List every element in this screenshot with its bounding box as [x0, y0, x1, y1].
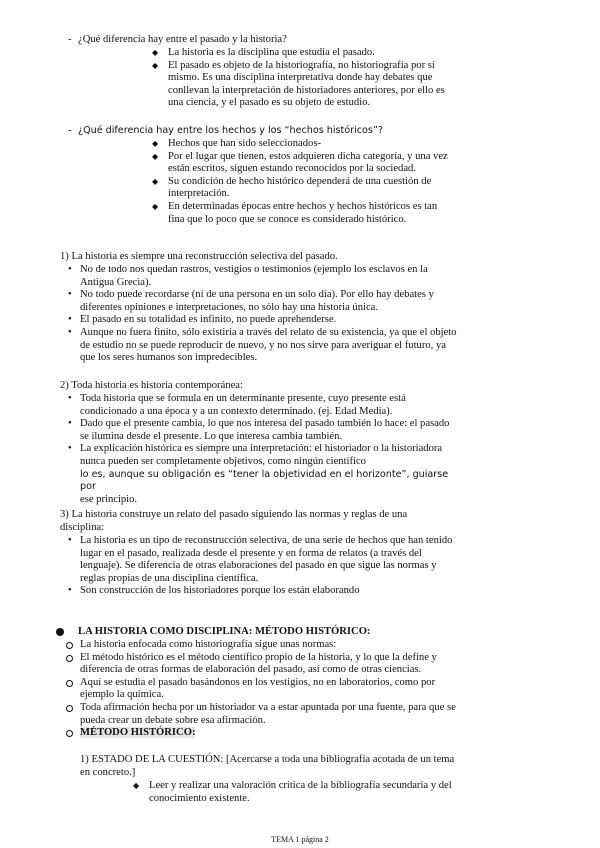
- section-heading: [66, 626, 370, 639]
- list-item: • Dado que el presente cambia, lo que nos interesa del pasado también lo hace: el pasado se ilumina desde el presente. Lo que interesa cambia también.: [60, 418, 460, 443]
- question-1-text: ¿Qué diferencia hay entre el pasado y la historia?: [78, 34, 287, 45]
- list-item: • No todo puede recordarse (ni de una persona en un solo día). Por ello hay debates y diferentes opiniones e interpretaciones, no sólo hay una historia única.: [60, 289, 460, 314]
- list-item: [60, 727, 458, 740]
- question-2-text: ¿Qué diferencia hay entre los hechos y los “hechos históricos”?: [78, 125, 383, 136]
- page-footer: TEMA 1 página 2: [271, 835, 329, 844]
- question-1-dash: -: [68, 34, 72, 45]
- list-item: ◆ Por el lugar que tienen, estos adquieren dicha categoría, y una vez están escritos, siguen estando reconocidos por la sociedad.: [152, 151, 452, 176]
- method-step-1: 1) ESTADO DE LA CUESTIÓN: [Acercarse a toda una bibliografía acotada de un tema en concreto.]: [80, 754, 455, 778]
- list-item: ◆ Leer y realizar una valoración crítica de la bibliografía secundaria y del conocimiento existente.: [133, 780, 453, 805]
- list-item: • El pasado en su totalidad es infinito, no puede aprehenderse.: [60, 314, 460, 327]
- list-item: • No de todo nos quedan rastros, vestigios o testimonios (ejemplo los esclavos en la Antigua Grecia).: [60, 264, 460, 289]
- question-2-dash: -: [68, 125, 72, 136]
- list-item: ◆ Su condición de hecho histórico dependerá de una cuestión de interpretación.: [152, 176, 452, 201]
- list-item: La historia enfocada como historiografía sigue unas normas:: [60, 639, 458, 652]
- list-item: • La historia es un tipo de reconstrucción selectiva, de una serie de hechos que han tenido lugar en el pasado, realizada desde el presente y en forma de relatos (a través del lenguaje). Se diferencia de otras elaboraciones del pasado en que sigue las normas y reglas propias de una disciplina científica.: [60, 535, 460, 585]
- list-item: ◆ En determinadas épocas entre hechos y hechos históricos es tan fina que lo poco que se conoce es considerado histórico.: [152, 201, 452, 226]
- list-item: • Son construcción de los historiadores porque los están elaborando: [60, 585, 460, 598]
- list-item: • Aunque no fuera finito, sólo existiría a través del relato de su existencia, ya que el objeto de estudio no se puede reproducir de nuevo, y no nos sirve para averiguar el futuro, ya que los seres humanos son impredecibles.: [60, 327, 460, 365]
- section-1-title: 1) La historia es siempre una reconstrucción selectiva del pasado.: [60, 251, 338, 262]
- section-2-list: [60, 393, 460, 506]
- list-item: Aquí se estudia el pasado basándonos en los vestigios, no en laboratorios, como por ejemplo la química.: [60, 677, 458, 702]
- section-2-title: 2) Toda historia es historia contemporánea:: [60, 380, 243, 391]
- heading-text: LA HISTORIA COMO DISCIPLINA: MÉTODO HISTÓRICO:: [78, 626, 371, 637]
- list-item: [60, 443, 460, 506]
- list-item: El método histórico es el método científico propio de la historia, y lo que la define y diferencia de otras formas de elaboración del pasado, así como de otras ciencias.: [60, 652, 458, 677]
- method-subheading: MÉTODO HISTÓRICO:: [80, 727, 196, 739]
- list-item: • Toda historia que se formula en un determinante presente, cuyo presente está condicionado a una época y a un contexto determinado. (ej. Edad Media).: [60, 393, 460, 418]
- list-item: ◆ Hechos que han sido seleccionados-: [152, 138, 452, 151]
- section-1-list: [60, 264, 460, 365]
- list-item-text: La explicación histórica es siempre una interpretación: el historiador o la historiadora nunca pueden ser completamente objetivos, como ningún científico: [80, 443, 443, 467]
- list-item: Toda afirmación hecha por un historiador va a estar apuntada por una fuente, para que se pueda crear un debate sobre esa afirmación.: [60, 702, 458, 727]
- question-1-answers: [152, 47, 452, 110]
- question-2-answers: [152, 138, 452, 226]
- list-item: ◆ El pasado es objeto de la historiografía, no historiografía por sí mismo. Es una disciplina interpretativa donde hay debates que conllevan la interpretación de historiadores anteriores, por ello es una ciencia, y el pasado es su objeto de estudio.: [152, 60, 452, 110]
- section-3-title: 3) La historia construye un relato del pasado siguiendo las normas y reglas de una disciplina:: [60, 509, 408, 533]
- list-item-text: ese principio.: [80, 493, 138, 505]
- method-list: [60, 639, 458, 740]
- list-item-text-handwritten: lo es, aunque su obligación es “tener la objetividad en el horizonte”, guiarse por: [80, 468, 449, 493]
- list-item: ◆ La historia es la disciplina que estudia el pasado.: [152, 47, 452, 60]
- bullet-icon: [56, 628, 64, 636]
- section-3-list: [60, 535, 460, 598]
- method-step-1-detail: [133, 780, 453, 805]
